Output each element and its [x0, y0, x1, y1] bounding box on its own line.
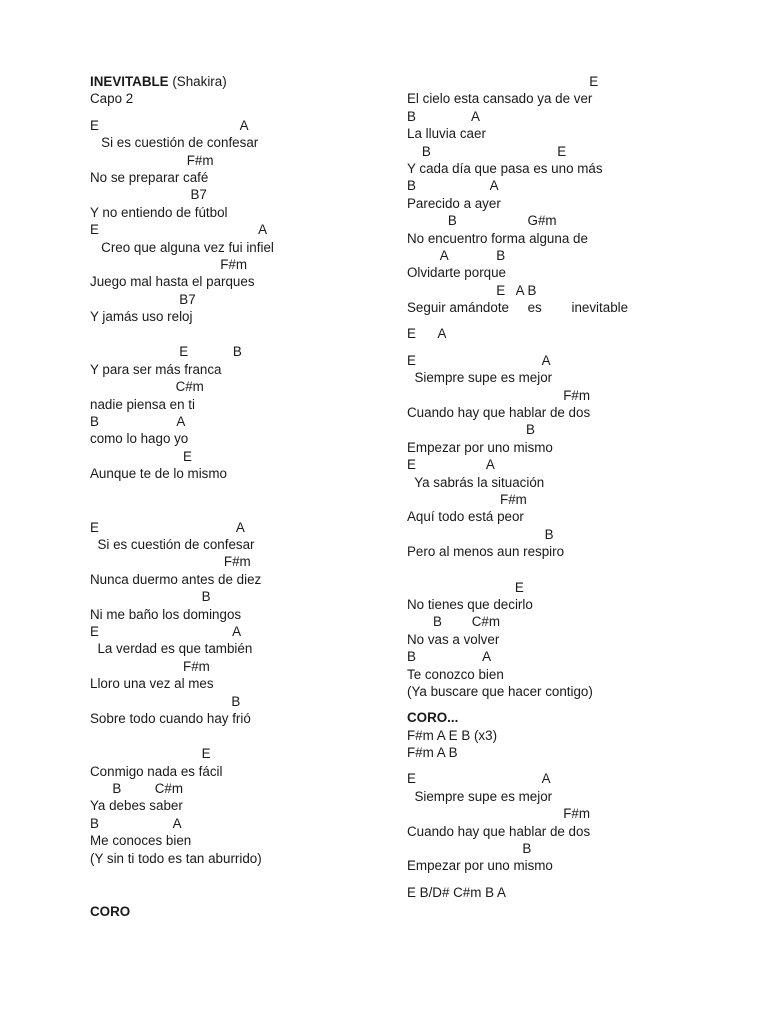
chord-line: B7: [90, 187, 207, 203]
chord-line: E A B: [407, 282, 537, 298]
chord-line: F#m: [90, 554, 251, 570]
lyric-line: Ni me baño los domingos: [90, 606, 242, 622]
lyric-line: Creo que alguna vez fui infiel: [90, 239, 274, 255]
chord-line: E: [90, 746, 211, 762]
chord-line: E: [407, 74, 599, 89]
lyric-line: Si es cuestión de confesar: [90, 135, 259, 151]
left-column: [90, 73, 390, 920]
lyric-line: Cuando hay que hablar de dos: [407, 823, 591, 839]
chord-line: F#m A B: [407, 745, 458, 761]
chord-line: F#m: [407, 387, 591, 403]
chord-line: E A: [90, 222, 268, 238]
lyric-line: La verdad es que también: [90, 641, 253, 657]
verse-block: [90, 343, 390, 482]
song-header: [90, 73, 390, 90]
ending-chords: E B/D# C#m B A: [407, 884, 506, 900]
lyric-line: Si es cuestión de confesar: [90, 536, 255, 552]
lyric-line: El cielo esta cansado ya de ver: [407, 91, 593, 107]
song-title: INEVITABLE: [90, 74, 169, 89]
lyric-line: Sobre todo cuando hay frió: [90, 710, 251, 726]
chord-line: E A: [407, 457, 495, 473]
chord-line: B C#m: [90, 781, 184, 797]
chord-line: F#m: [90, 658, 210, 674]
lyric-line: Empezar por uno mismo: [407, 858, 553, 874]
chord-line: B G#m: [407, 213, 557, 229]
lyric-line: Parecido a ayer: [407, 195, 501, 211]
lyric-line: Olvidarte porque: [407, 265, 506, 281]
song-artist: (Shakira): [168, 74, 227, 89]
lyric-line: Me conoces bien: [90, 833, 192, 849]
chord-line: F#m: [407, 491, 527, 507]
chord-line: B: [407, 422, 535, 438]
lyric-line: como lo hago yo: [90, 431, 189, 447]
lyric-line: Te conozco bien: [407, 666, 504, 682]
verse-block: [90, 745, 390, 867]
chord-line: B: [407, 526, 554, 542]
chord-line: B C#m: [407, 614, 501, 630]
lyric-line: Y jamás uso reloj: [90, 309, 193, 325]
chord-line: E A: [407, 771, 551, 787]
chord-line: C#m: [90, 379, 204, 395]
chorus-label: CORO: [90, 904, 131, 920]
lyric-line: Y cada día que pasa es uno más: [407, 160, 603, 176]
verse-block: [407, 73, 737, 316]
lyric-line: Aunque te de lo mismo: [90, 466, 227, 482]
chord-line: E: [90, 448, 192, 464]
lyric-line: Cuando hay que hablar de dos: [407, 405, 591, 421]
lyric-line: Nunca duermo antes de diez: [90, 571, 262, 587]
chord-line: F#m: [407, 806, 591, 822]
chord-line: E A: [90, 623, 242, 639]
verse-block: [90, 519, 390, 728]
chord-line: B A: [90, 414, 186, 430]
lyric-line: nadie piensa en ti: [90, 396, 195, 412]
chord-line: B7: [90, 291, 196, 307]
chord-line: E A: [90, 117, 249, 133]
lyric-line: No encuentro forma alguna de: [407, 230, 588, 246]
chord-line: B: [407, 841, 532, 857]
lyric-line: Juego mal hasta el parques: [90, 274, 255, 290]
lyric-line: La lluvia caer: [407, 126, 486, 142]
chord-line: F#m: [90, 256, 247, 272]
lyric-line: Ya debes saber: [90, 798, 183, 814]
lyric-line: Empezar por uno mismo: [407, 439, 553, 455]
right-column: [407, 73, 737, 901]
chord-line: B A: [407, 108, 480, 124]
chord-line: A B: [407, 247, 506, 263]
lyric-line: Seguir amándote es inevitable: [407, 300, 629, 316]
chord-line: B: [90, 693, 241, 709]
chord-line: B A: [90, 815, 182, 831]
lyric-line: Lloro una vez al mes: [90, 676, 214, 692]
lyric-line: No vas a volver: [407, 631, 500, 647]
chord-line: B A: [407, 649, 492, 665]
lyric-line: Siempre supe es mejor: [407, 788, 553, 804]
verse-block: [90, 117, 390, 326]
chord-line: E: [407, 579, 524, 595]
lyric-line: Conmigo nada es fácil: [90, 763, 223, 779]
capo-note: Capo 2: [90, 91, 134, 107]
chord-line: E B: [90, 344, 242, 360]
chord-line: E A: [407, 352, 551, 368]
lyric-line: F#m A E B (x3): [407, 727, 498, 743]
lyric-line: No se preparar café: [90, 169, 209, 185]
chord-line: E A: [407, 326, 447, 342]
chord-line: B E: [407, 143, 567, 159]
verse-block: [407, 770, 737, 874]
lyric-line: (Ya buscare que hacer contigo): [407, 683, 593, 699]
lyric-line: Aquí todo está peor: [407, 509, 524, 525]
lyric-line: Y no entiendo de fútbol: [90, 204, 228, 220]
lyric-line: Ya sabrás la situación: [407, 474, 545, 490]
verse-block: [407, 579, 737, 701]
chord-line: E A: [90, 519, 245, 535]
chord-line: B A: [407, 178, 499, 194]
lyric-line: Pero al menos aun respiro: [407, 544, 565, 560]
lyric-line: (Y sin ti todo es tan aburrido): [90, 850, 262, 866]
chord-line: F#m: [90, 152, 214, 168]
verse-block: [407, 352, 737, 561]
chorus-label: CORO...: [407, 710, 459, 726]
lyric-line: Siempre supe es mejor: [407, 370, 553, 386]
lyric-line: No tienes que decirlo: [407, 596, 533, 612]
chorus-chords: [407, 727, 737, 762]
chord-line: B: [90, 589, 211, 605]
lyric-line: Y para ser más franca: [90, 361, 222, 377]
